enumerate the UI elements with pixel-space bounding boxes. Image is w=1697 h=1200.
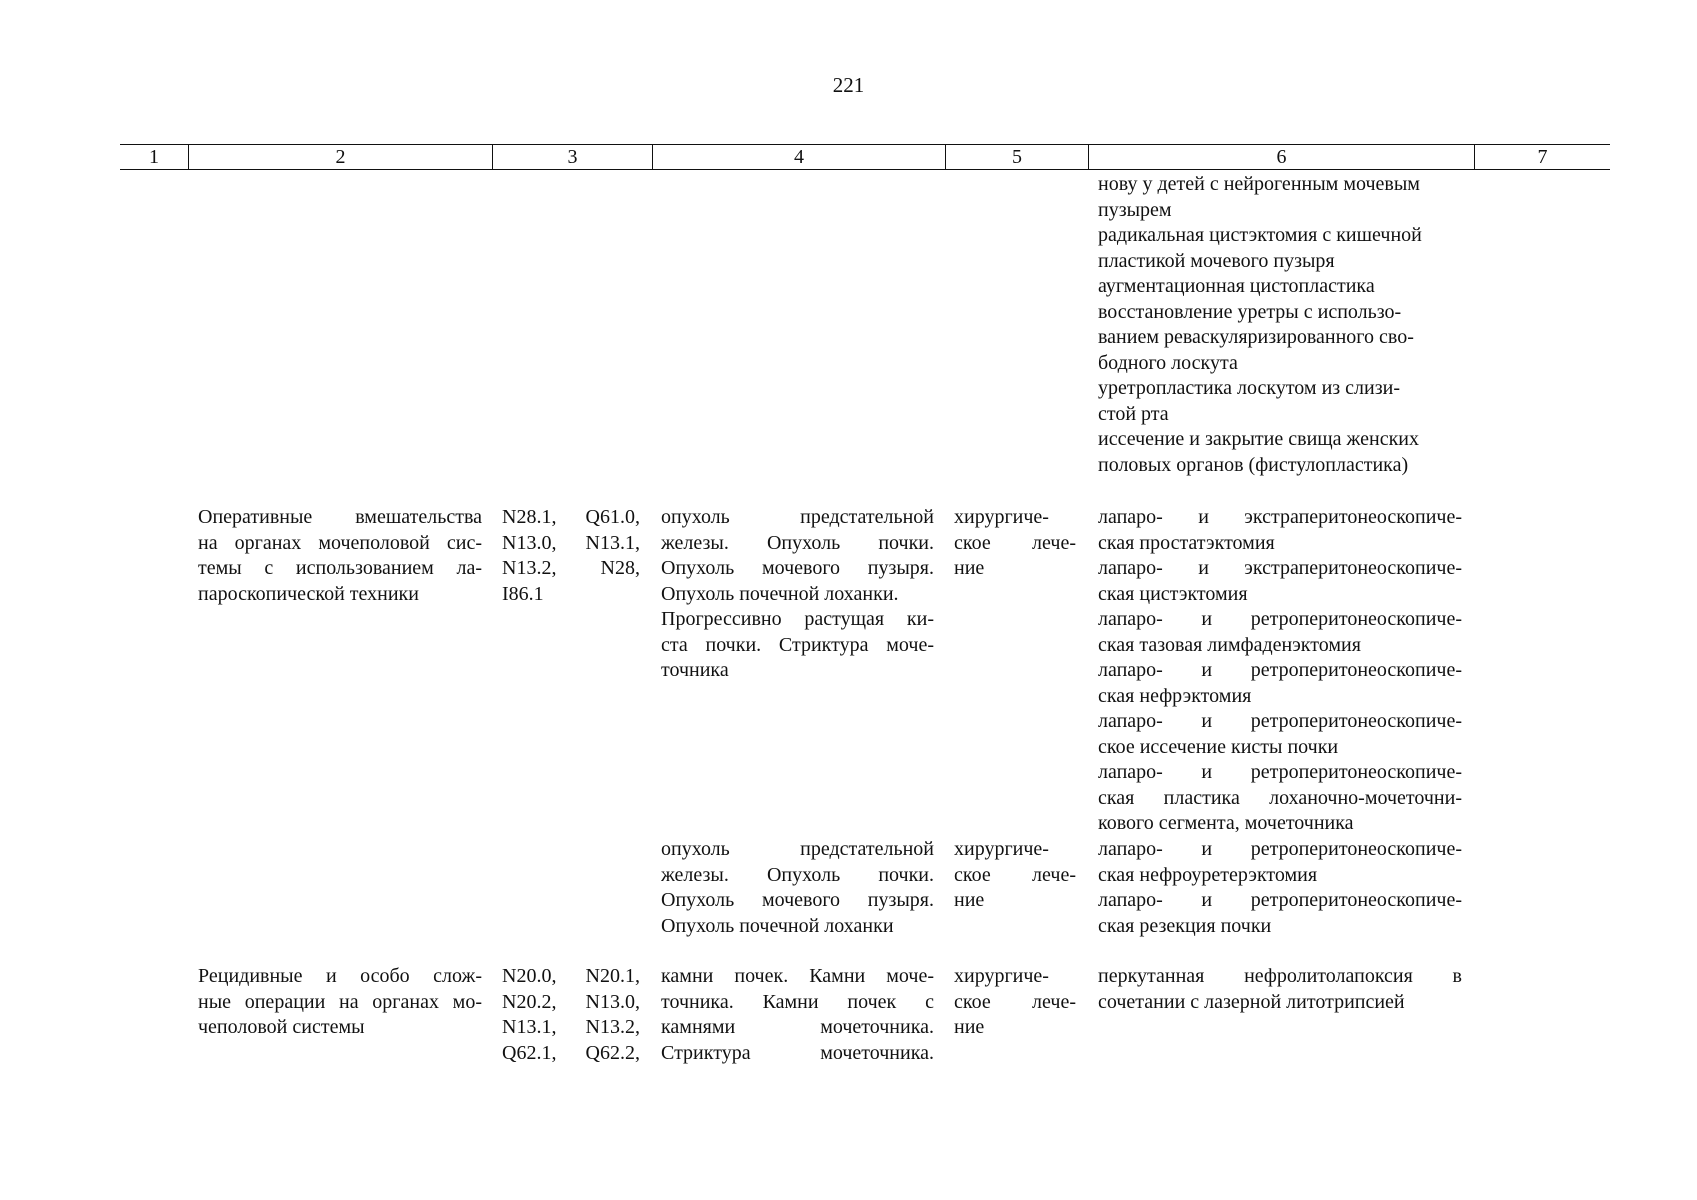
cell-text-line: ское лече- (954, 863, 1076, 886)
cell-text-line: восстановление уретры с использо- (1098, 300, 1402, 323)
row1-col6 (1098, 505, 1462, 837)
cell-text-line: аугментационная цистопластика (1098, 275, 1375, 297)
cell-text-line: ское лече- (954, 990, 1076, 1013)
header-col-7: 7 (1474, 145, 1610, 169)
table-row (1098, 172, 1462, 478)
header-col-3: 3 (492, 145, 652, 169)
cell-text-line: ская цистэктомия (1098, 582, 1248, 605)
row2-col5 (954, 837, 1076, 914)
cell-text-line: Оперативные вмешательства (198, 506, 482, 528)
cell-text-line: лапаро- и ретроперитонеоскопиче- (1098, 659, 1462, 681)
cell-text-line: ская нефрэктомия (1098, 684, 1252, 707)
cell-text-line: лапаро- и ретроперитонеоскопиче- (1098, 608, 1462, 630)
cell-text-line: пузырем (1098, 198, 1172, 221)
cell-text-line: перкутанная нефролитолапоксия в (1098, 965, 1462, 987)
cell-text-line: темы с использованием ла- (198, 557, 482, 579)
cell-text-line: N20.2, N13.0, (502, 990, 640, 1013)
cell-text-line: Опухоль почечной лоханки (661, 914, 894, 937)
header-col-6: 6 (1088, 145, 1474, 169)
cell-text-line: ская нефроуретерэктомия (1098, 863, 1318, 886)
cell-text-line: ста почки. Стриктура моче- (661, 633, 934, 656)
cell-text-line: Опухоль мочевого пузыря. (661, 557, 934, 579)
cell-text-line: ванием реваскуляризированного сво- (1098, 326, 1414, 348)
cell-text-line: Рецидивные и особо слож- (198, 965, 482, 987)
header-col-2: 2 (188, 145, 492, 169)
table-header (120, 144, 1610, 170)
header-col-5: 5 (945, 145, 1088, 169)
cell-text-line: лапаро- и ретроперитонеоскопиче- (1098, 889, 1462, 911)
cell-text-line: камни почек. Камни моче- (661, 965, 934, 987)
cell-text-line: стой рта (1098, 402, 1169, 425)
cell-text-line: камнями мочеточника. (661, 1016, 934, 1038)
cell-text-line: ская тазовая лимфаденэктомия (1098, 633, 1361, 656)
row3-col4 (661, 964, 934, 1066)
cell-text-line: N13.2, N28, (502, 557, 640, 579)
cell-text-line: N13.1, N13.2, (502, 1016, 640, 1038)
cell-text-line: N20.0, N20.1, (502, 965, 640, 987)
cell-text-line: N28.1, Q61.0, (502, 506, 640, 528)
cell-text-line: ская пластика лоханочно-мочеточни- (1098, 786, 1462, 809)
cell-text-line: I86.1 (502, 582, 544, 605)
cell-text-line: ние (954, 1016, 985, 1038)
cell-text-line: пластикой мочевого пузыря (1098, 249, 1335, 272)
cell-text-line: нову у детей с нейрогенным мочевым (1098, 173, 1420, 195)
col6-lines (1098, 172, 1462, 478)
header-col-4: 4 (652, 145, 945, 169)
row1-col5 (954, 505, 1076, 582)
cell-text-line: ние (954, 557, 985, 579)
cell-text-line: кового сегмента, мочеточника (1098, 812, 1354, 834)
cell-text-line: лапаро- и экстраперитонеоскопиче- (1098, 506, 1462, 528)
cell-text-line: ская простатэктомия (1098, 531, 1275, 554)
cell-text-line: точника (661, 659, 729, 681)
cell-text-line: на органах мочеполовой сис- (198, 531, 482, 554)
cell-text-line: лапаро- и ретроперитонеоскопиче- (1098, 710, 1462, 732)
cell-text-line: хирургиче- (954, 838, 1049, 860)
cell-text-line: половых органов (фистулопластика) (1098, 453, 1409, 476)
cell-text-line: хирургиче- (954, 965, 1049, 987)
cell-text-line: Опухоль мочевого пузыря. (661, 889, 934, 911)
cell-text-line: точника. Камни почек с (661, 990, 934, 1013)
row2-col6 (1098, 837, 1462, 939)
cell-text-line: сочетании с лазерной литотрипсией (1098, 990, 1405, 1013)
cell-text-line: опухоль предстательной (661, 506, 934, 528)
cell-text-line: лапаро- и экстраперитонеоскопиче- (1098, 557, 1462, 579)
cell-text-line: чеполовой системы (198, 1016, 365, 1038)
row3-col5 (954, 964, 1076, 1041)
cell-text-line: лапаро- и ретроперитонеоскопиче- (1098, 761, 1462, 783)
cell-text-line: уретропластика лоскутом из слизи- (1098, 377, 1401, 399)
cell-text-line: Прогрессивно растущая ки- (661, 608, 934, 630)
cell-text-line: ные операции на органах мо- (198, 990, 482, 1013)
cell-text-line: железы. Опухоль почки. (661, 531, 934, 554)
cell-text-line: радикальная цистэктомия с кишечной (1098, 224, 1422, 246)
row1-col2 (198, 505, 482, 607)
row1-col3 (502, 505, 640, 607)
page-number: 221 (832, 73, 865, 97)
cell-text-line: бодного лоскута (1098, 351, 1238, 374)
cell-text-line: иссечение и закрытие свища женских (1098, 428, 1419, 450)
cell-text-line: опухоль предстательной (661, 838, 934, 860)
cell-text-line: лапаро- и ретроперитонеоскопиче- (1098, 838, 1462, 860)
row3-col3 (502, 964, 640, 1066)
cell-text-line: пароскопической техники (198, 582, 419, 605)
row3-col2 (198, 964, 482, 1041)
cell-text-line: ние (954, 889, 985, 911)
row3-col6 (1098, 964, 1462, 1015)
cell-text-line: ское иссечение кисты почки (1098, 735, 1339, 758)
header-col-1: 1 (149, 146, 159, 168)
cell-text-line: Опухоль почечной лоханки. (661, 582, 899, 605)
row2-col4 (661, 837, 934, 939)
cell-text-line: хирургиче- (954, 506, 1049, 528)
row1-col4 (661, 505, 934, 684)
cell-text-line: Q62.1, Q62.2, (502, 1041, 640, 1064)
cell-text-line: железы. Опухоль почки. (661, 863, 934, 886)
cell-text-line: Стриктура мочеточника. (661, 1041, 934, 1064)
cell-text-line: N13.0, N13.1, (502, 531, 640, 554)
cell-text-line: ское лече- (954, 531, 1076, 554)
cell-text-line: ская резекция почки (1098, 914, 1272, 937)
